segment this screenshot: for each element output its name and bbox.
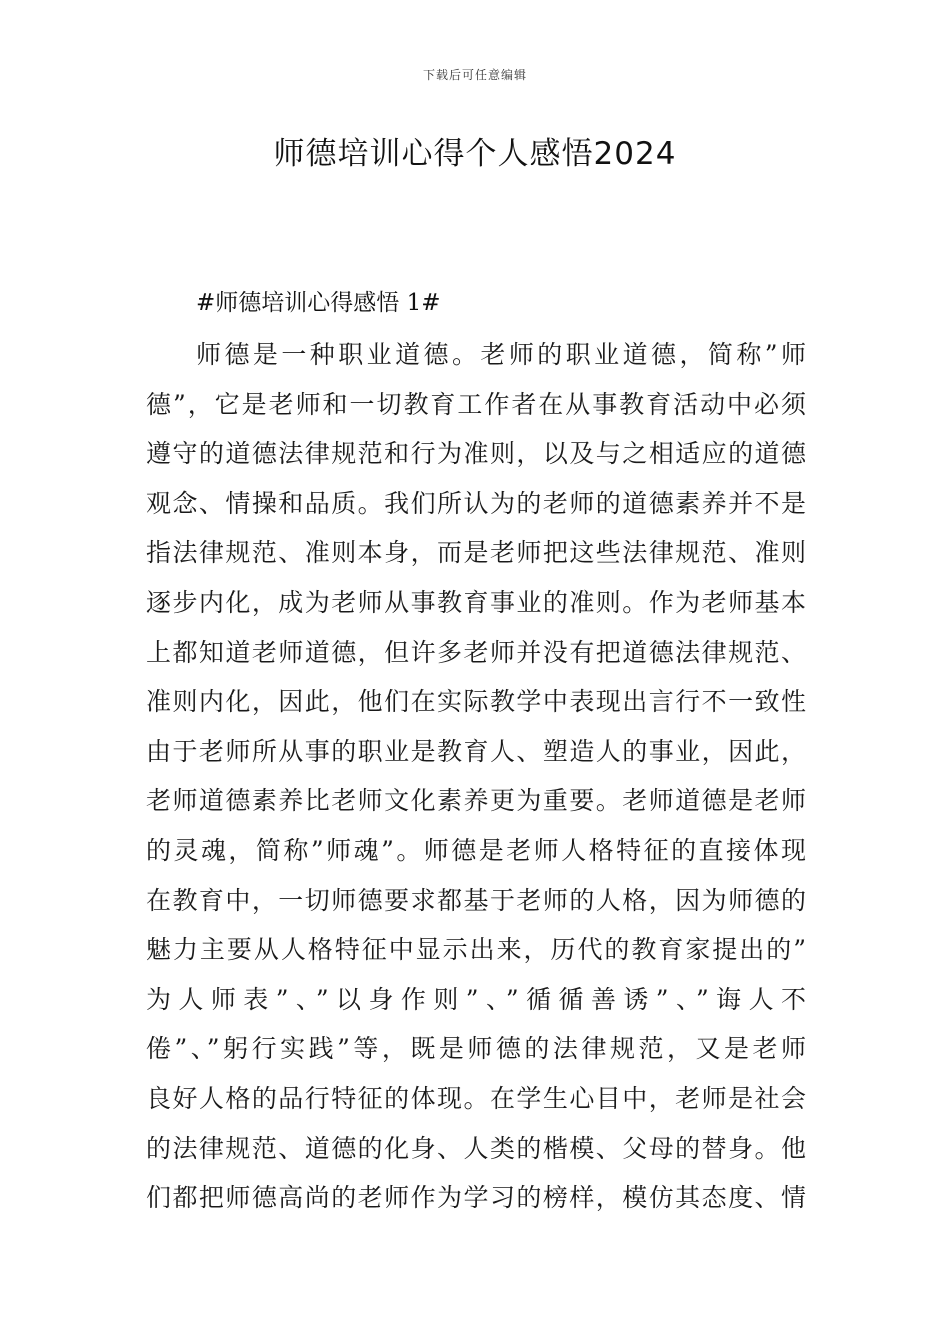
paragraph-line: 在教育中，一切师德要求都基于老师的人格，因为师德的	[146, 885, 806, 915]
paragraph-line: 观念、情操和品质。我们所认为的老师的道德素养并不是	[146, 488, 806, 518]
paragraph-line: 的法律规范、道德的化身、人类的楷模、父母的替身。他	[146, 1133, 806, 1163]
paragraph-line: 良好人格的品行特征的体现。在学生心目中，老师是社会	[146, 1083, 806, 1113]
paragraph-line: 的灵魂，简称”师魂”。师德是老师人格特征的直接体现	[146, 835, 806, 865]
paragraph-line: 们都把师德高尚的老师作为学习的榜样，模仿其态度、情	[146, 1183, 806, 1213]
paragraph-line: 魅力主要从人格特征中显示出来，历代的教育家提出的”	[146, 935, 806, 965]
paragraph-line: 德”，它是老师和一切教育工作者在从事教育活动中必须	[146, 389, 806, 419]
paragraph-line: 师德是一种职业道德。老师的职业道德，简称”师	[196, 340, 806, 369]
paragraph-line: 老师道德素养比老师文化素养更为重要。老师道德是老师	[146, 786, 806, 816]
paragraph-line: 准则内化，因此，他们在实际教学中表现出言行不一致性	[146, 687, 806, 717]
paragraph-line: 遵守的道德法律规范和行为准则，以及与之相适应的道德	[146, 439, 806, 469]
paragraph-line: 由于老师所从事的职业是教育人、塑造人的事业，因此，	[146, 736, 806, 766]
paragraph-line: 逐步内化，成为老师从事教育事业的准则。作为老师基本	[146, 587, 806, 617]
paragraph-line: 指法律规范、准则本身，而是老师把这些法律规范、准则	[146, 538, 806, 568]
paragraph-line: 为人师表”、”以身作则”、”循循善诱”、”诲人不	[146, 984, 806, 1014]
paragraph-line: 倦”、”躬行实践”等，既是师德的法律规范，又是老师	[146, 1034, 806, 1064]
paragraph-line: 上都知道老师道德，但许多老师并没有把道德法律规范、	[146, 637, 806, 667]
body-paragraph	[146, 330, 806, 1223]
section-heading: #师德培训心得感悟 1#	[196, 290, 441, 316]
document-title: 师德培训心得个人感悟2024	[273, 136, 677, 172]
header-note: 下载后可任意编辑	[422, 68, 527, 82]
